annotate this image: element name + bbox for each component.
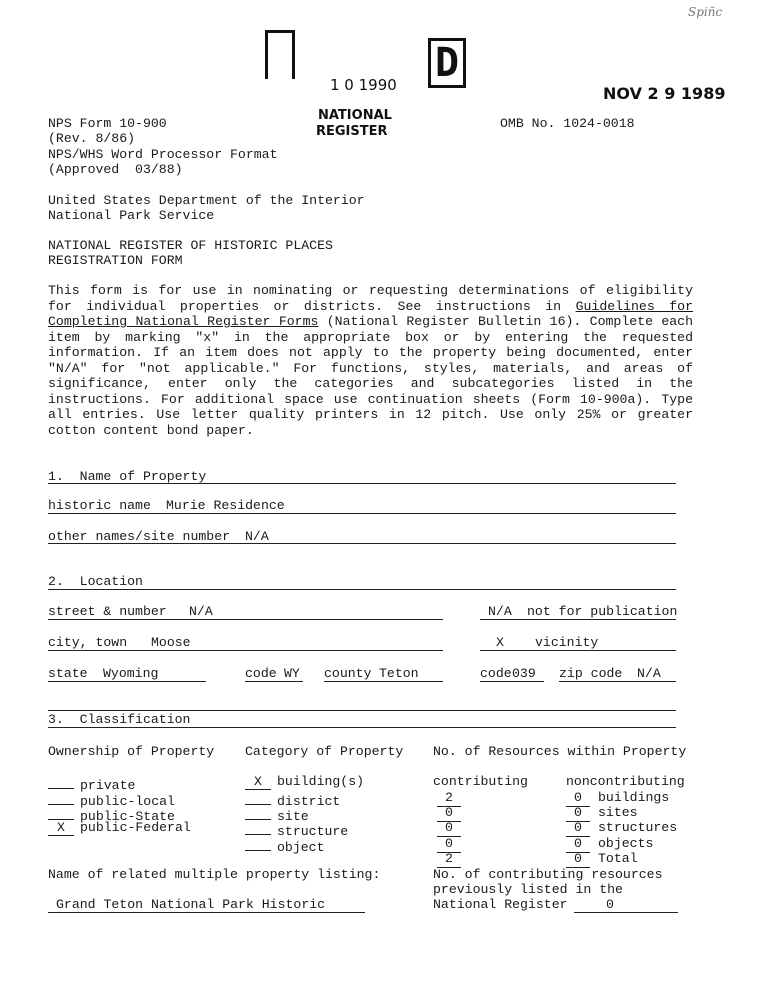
form-line: NPS/WHS Word Processor Format [48,147,278,162]
state-code-value: WY [284,666,300,681]
agency-line: United States Department of the Interior [48,193,365,208]
historic-name-label: historic name [48,498,151,513]
noncontributing-buildings[interactable]: 0 buildings [566,790,669,807]
ownership-public-state[interactable]: public-State [48,805,175,825]
form-line: (Rev. 8/86) [48,131,136,146]
county-code-value: 039 [512,666,536,681]
city-value: Moose [151,635,191,650]
date-stamp: NOV 2 9 1989 [603,84,726,103]
divider [48,543,676,544]
section-3-heading: 3. Classification [48,712,191,727]
divider [559,681,676,682]
contributing-total[interactable]: 2 [437,851,469,868]
divider [48,710,676,711]
divider [480,619,676,620]
form-subtitle: REGISTRATION FORM [48,253,183,268]
received-stamp-date: 1 0 1990 [330,76,397,94]
received-stamp-mark [265,30,295,79]
noncontributing-total[interactable]: 0 Total [566,851,638,868]
divider [48,513,676,514]
form-line: NPS Form 10-900 [48,116,167,131]
other-names-label: other names/site number [48,529,231,544]
county-label: county [324,666,372,681]
contributing-sites[interactable]: 0 [437,805,469,822]
category-header: Category of Property [245,744,404,759]
national-register-label: National Register [433,897,568,912]
street-label: street & number [48,604,167,619]
divider [574,912,678,913]
ownership-header: Ownership of Property [48,744,215,759]
category-district[interactable]: district [245,790,340,810]
multiple-property-label: Name of related multiple property listing: [48,867,381,882]
divider [480,681,544,682]
national-stamp: NATIONAL [318,108,392,123]
category-object[interactable]: object [245,836,324,856]
contributing-header: contributing [433,774,528,789]
category-site[interactable]: site [245,805,309,825]
contributing-buildings[interactable]: 2 [437,790,469,807]
category-structure[interactable]: structure [245,820,348,840]
section-2-heading: 2. Location [48,574,143,589]
divider [48,727,676,728]
vicinity-label: vicinity [535,635,599,650]
register-stamp: REGISTER [316,124,388,139]
multiple-property-value: Grand Teton National Park Historic [56,897,326,912]
historic-name-value: Murie Residence [166,498,285,513]
state-code-label: code [245,666,277,681]
divider [324,681,443,682]
divider [48,681,206,682]
zip-code-label: zip code [559,666,623,681]
state-label: state [48,666,88,681]
city-label: city, town [48,635,128,650]
omb-number: OMB No. 1024-0018 [500,116,635,131]
divider [48,650,443,651]
divider [48,589,676,590]
section-1-heading: 1. Name of Property [48,469,207,484]
category-building[interactable]: X building(s) [245,774,364,790]
ownership-private[interactable]: private [48,774,135,794]
agency-line: National Park Service [48,208,215,223]
divider [245,681,303,682]
corner-handwritten-note: Spiñc [688,5,723,19]
other-names-value: N/A [245,529,269,544]
zip-code-value: N/A [637,666,661,681]
national-register-count[interactable]: 0 [606,897,614,912]
noncontributing-header: noncontributing [566,774,685,789]
not-for-publication-value: N/A [488,604,512,619]
not-for-publication-label: not for publication [527,604,678,619]
form-title: NATIONAL REGISTER OF HISTORIC PLACES [48,238,333,253]
guidelines-title: Guidelines for Completing National Register Forms [48,298,693,329]
received-stamp-letter: D [428,38,466,88]
county-value: Teton [379,666,419,681]
divider [48,619,443,620]
previously-listed-line: previously listed in the [433,882,623,897]
county-code-label: code [480,666,512,681]
noncontributing-structures[interactable]: 0 structures [566,820,677,837]
resources-header: No. of Resources within Property [433,744,687,759]
contributing-structures[interactable]: 0 [437,820,469,837]
form-line: (Approved 03/88) [48,162,183,177]
divider [48,912,365,913]
noncontributing-objects[interactable]: 0 objects [566,836,653,853]
noncontributing-sites[interactable]: 0 sites [566,805,638,822]
divider [480,650,676,651]
previously-listed-line: No. of contributing resources [433,867,663,882]
street-value: N/A [189,604,213,619]
state-value: Wyoming [103,666,159,681]
divider [48,483,676,484]
instructions-paragraph: This form is for use in nominating or requesting determinations of eligibility for individual properties or districts. See instructions in Guidelines for Completing National Register Forms (National Register Bulletin 16). Complete each item by marking "x" in the appropriate box or by entering the requested information. If an item does not apply to the property being documented, enter "N/A" for "not applicable." For functions, styles, materials, and areas of significance, enter only the categories and subcategories listed in the instructions. For additional space use continuation sheets (Form 10-900a). Type all entries. Use letter quality printers in 12 pitch. Use only 25% or greater cotton content bond paper. [48,283,694,438]
ownership-public-local[interactable]: public-local [48,790,175,810]
contributing-objects[interactable]: 0 [437,836,469,853]
ownership-public-federal[interactable]: X public-Federal [48,820,191,836]
vicinity-checkbox[interactable]: X [496,635,504,650]
